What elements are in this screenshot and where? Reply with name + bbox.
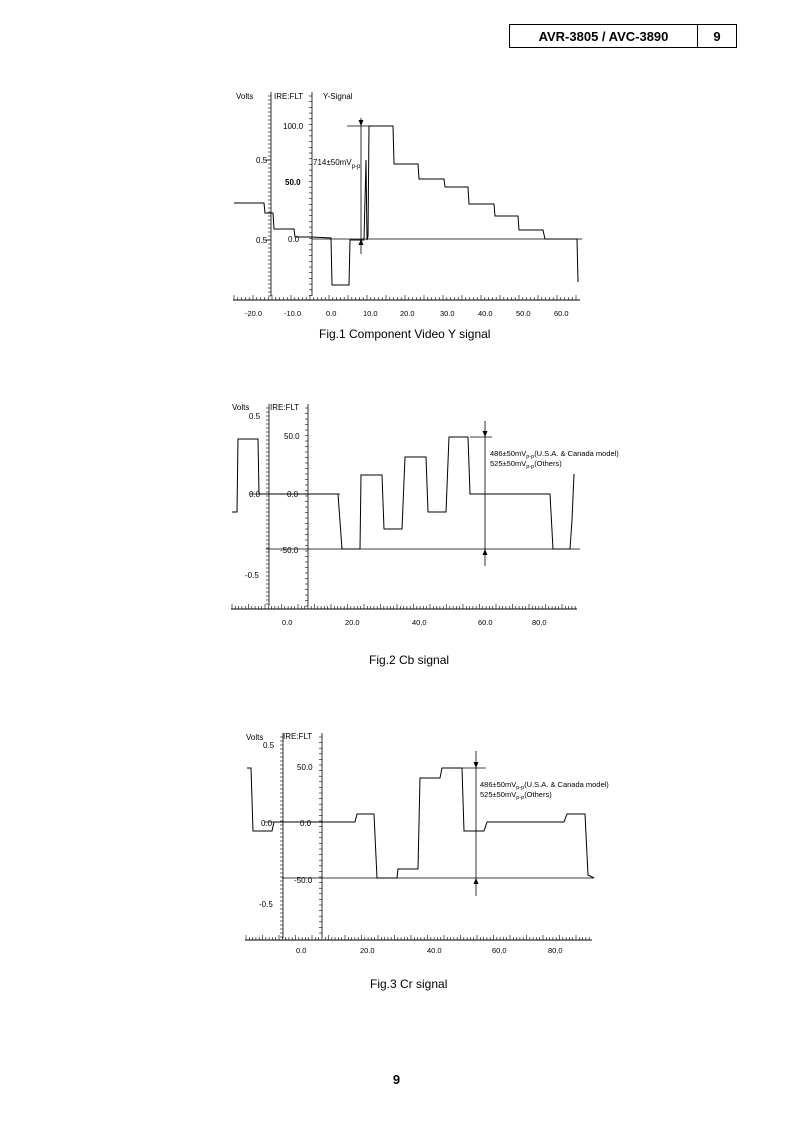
fig1-ire-tick: 50.0 xyxy=(285,178,301,187)
fig1-x-tick: 0.0 xyxy=(326,309,337,318)
fig3-annotation-1-sub: p-p xyxy=(516,785,525,791)
header-page-number: 9 xyxy=(713,28,721,44)
fig3-volt-tick: -0.5 xyxy=(259,900,273,909)
fig3-caption: Fig.3 Cr signal xyxy=(370,977,448,991)
fig3-arrow-down xyxy=(474,762,479,768)
fig1-x-tick: 50.0 xyxy=(516,309,531,318)
fig3-volt-tick: 0.0 xyxy=(261,819,273,828)
fig3-volt-minor-ticks xyxy=(280,737,283,937)
fig1-annotation-sub: p-p xyxy=(351,164,361,170)
fig3-volt-tick: 0.5 xyxy=(263,741,275,750)
fig2-volt-tick: -0.5 xyxy=(245,571,259,580)
fig1-annotation: 714±50mV xyxy=(313,158,352,167)
fig3-x-tick: 60.0 xyxy=(492,946,507,955)
fig1-ire-tick: 100.0 xyxy=(283,122,304,131)
fig2-volt-tick: 0.5 xyxy=(249,412,261,421)
fig1-volt-tick: 0.5 xyxy=(256,236,268,245)
fig2-ire-label: IRE:FLT xyxy=(270,403,300,412)
fig2-annotation-2-sub: p-p xyxy=(526,464,535,470)
fig3-annotation-2-sub: p-p xyxy=(516,795,525,801)
fig1-x-tick: 10.0 xyxy=(363,309,378,318)
model-title: AVR-3805 / AVC-3890 xyxy=(510,25,698,47)
fig3-annotation-2: 525±50mV xyxy=(480,790,517,799)
fig3-ire-tick: 0.0 xyxy=(300,819,312,828)
fig2-x-tick: 80.0 xyxy=(532,618,547,627)
fig2-annotation-1: 486±50mV xyxy=(490,449,527,458)
fig2-ire-tick: -50.0 xyxy=(280,546,299,555)
fig3-x-tick: 0.0 xyxy=(296,946,307,955)
fig2-volts-label: Volts xyxy=(232,403,250,412)
fig3-ire-label: IRE:FLT xyxy=(283,732,313,741)
fig2-annotation-1-tail: (U.S.A. & Canada model) xyxy=(534,449,619,458)
fig2-ire-tick: 50.0 xyxy=(284,432,300,441)
fig2-caption: Fig.2 Cb signal xyxy=(369,653,450,667)
fig1-volt-tick: 0.5 xyxy=(256,156,268,165)
fig2-x-tick: 60.0 xyxy=(478,618,493,627)
fig3-ire-tick: 50.0 xyxy=(297,763,313,772)
fig2-ire-tick: 0.0 xyxy=(287,490,299,499)
fig1-caption: Fig.1 Component Video Y signal xyxy=(319,327,491,341)
svg-text:525±50mVp-p(Others) xyxy=(480,790,552,801)
fig3-x-minor-ticks xyxy=(246,935,589,940)
fig3-annotation-2-tail: (Others) xyxy=(524,790,552,799)
fig2-annotation-2: 525±50mV xyxy=(490,459,527,468)
fig1-x-tick: -20.0 xyxy=(245,309,263,318)
fig3-ire-minor-ticks xyxy=(319,737,322,933)
fig1-ire-tick: 0.0 xyxy=(288,235,300,244)
fig2-annotation-2-tail: (Others) xyxy=(534,459,562,468)
fig2-x-tick: 20.0 xyxy=(345,618,360,627)
fig3-ire-tick: -50.0 xyxy=(294,876,313,885)
fig1-x-tick: -10.0 xyxy=(284,309,302,318)
fig2-x-tick: 0.0 xyxy=(282,618,293,627)
fig1-x-tick: 20.0 xyxy=(400,309,415,318)
fig3-arrow-up xyxy=(474,878,479,884)
fig3-x-tick: 20.0 xyxy=(360,946,375,955)
fig1-x-tick: 30.0 xyxy=(440,309,455,318)
fig1-ire-label: IRE:FLT xyxy=(274,92,304,101)
fig2-annotation-1-sub: p-p xyxy=(526,454,535,460)
fig1-volts-label: Volts xyxy=(236,92,254,101)
fig1-x-tick: 40.0 xyxy=(478,309,493,318)
fig3-x-tick: 80.0 xyxy=(548,946,563,955)
fig3-volts-label: Volts xyxy=(246,733,264,742)
fig1-x-tick: 60.0 xyxy=(554,309,569,318)
fig3-x-tick: 40.0 xyxy=(427,946,442,955)
fig3-annotation-1: 486±50mV xyxy=(480,780,517,789)
fig3-annotation-1-tail: (U.S.A. & Canada model) xyxy=(524,780,609,789)
footer-page-number: 9 xyxy=(392,1072,401,1087)
fig1-signal-label: Y-Signal xyxy=(323,92,353,101)
fig2-volt-tick: 0.0 xyxy=(249,490,261,499)
fig2-x-tick: 40.0 xyxy=(412,618,427,627)
